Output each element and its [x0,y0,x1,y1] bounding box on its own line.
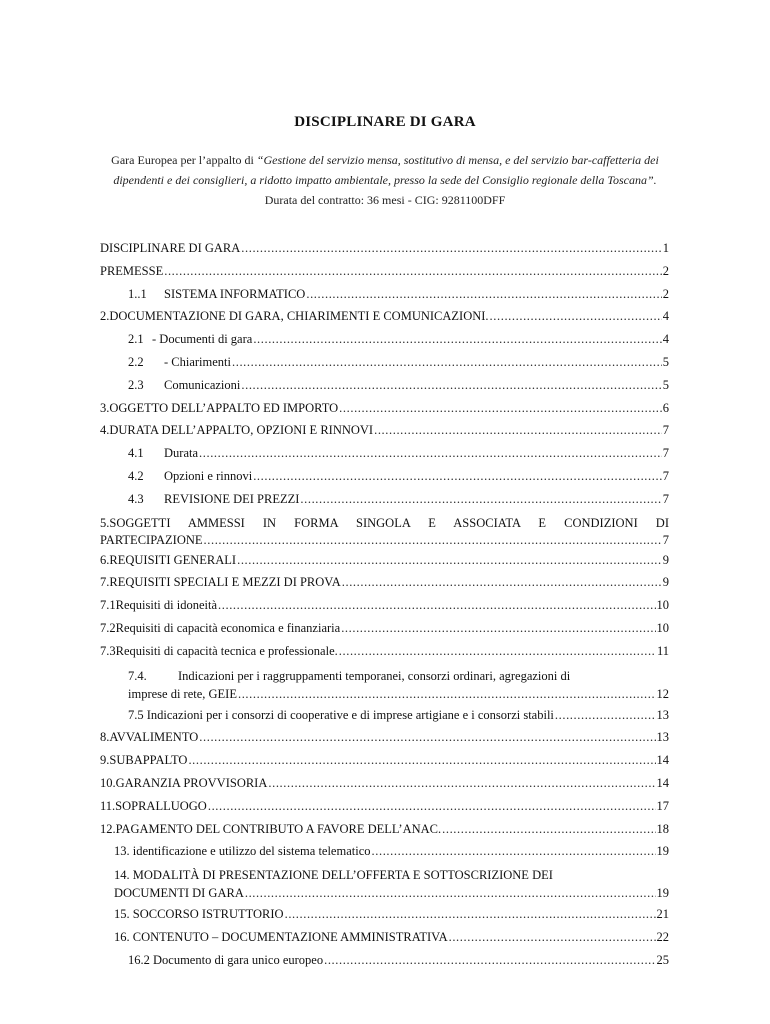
toc-entry-page: 25 [656,952,669,967]
toc-entry-page: 14 [656,753,669,768]
toc-entry[interactable] [100,488,669,511]
toc-entry[interactable] [100,818,669,841]
toc-entry[interactable] [100,305,669,328]
toc-entry-page: 7 [662,532,669,547]
toc-entry[interactable] [100,840,669,863]
dot-leader [339,397,662,420]
toc-entry-page: 4 [662,309,669,324]
toc-entry-label: REVISIONE DEI PREZZI [164,491,300,506]
toc-entry-label-line1: 14. MODALITÀ DI PRESENTAZIONE DELL’OFFERTA E SOTTOSCRIZIONE DEI [114,868,553,883]
toc-entry-label: 7.5 Indicazioni per i consorzi di cooperative e di imprese artigiane e i consorzi stabili [128,707,554,722]
dot-leader [232,351,662,374]
toc-entry-page: 18 [656,821,669,836]
toc-entry-label: PARTECIPAZIONE [100,532,203,547]
toc-entry[interactable] [100,949,669,972]
toc-entry[interactable] [100,926,669,949]
toc-entry-page: 14 [656,775,669,790]
toc-entry-label: 15. SOCCORSO ISTRUTTORIO [114,907,284,922]
toc-entry-label: 16. CONTENUTO – DOCUMENTAZIONE AMMINISTRATIVA [114,929,448,944]
toc-entry-label: Comunicazioni [164,377,241,392]
toc-entry[interactable] [100,726,669,749]
dot-leader [490,305,662,328]
dot-leader [449,926,656,949]
toc-entry[interactable] [100,351,669,374]
dot-leader [188,749,655,772]
document-title: DISCIPLINARE DI GARA [294,114,476,130]
toc-entry-label: Durata [164,446,199,461]
toc-entry-page: 13 [656,707,669,722]
toc-entry-label: SISTEMA INFORMATICO [164,286,306,301]
toc-entry-label: 7.3Requisiti di capacità tecnica e professionale. [100,643,338,658]
dot-leader [324,949,655,972]
toc-entry-number: 2.3 [128,377,144,392]
toc-entry-page: 9 [662,552,669,567]
toc-entry-page: 4 [662,332,669,347]
toc-entry-label: Opzioni e rinnovi [164,468,253,483]
toc-entry[interactable] [100,260,669,283]
toc-entry[interactable] [100,772,669,795]
toc-entry-page: 10 [656,620,669,635]
dot-leader [241,237,661,260]
toc-entry-label: 13. identificazione e utilizzo del sistema telematico [114,844,371,859]
toc-entry[interactable] [100,465,669,488]
toc-entry[interactable] [100,704,669,727]
dot-leader [199,442,662,465]
toc-entry[interactable] [100,549,669,572]
toc-entry-number: 2.2 [128,354,144,369]
toc-entry-page: 17 [656,798,669,813]
dot-leader [241,374,661,397]
toc-entry-label: 16.2 Documento di gara unico europeo [128,952,324,967]
toc-entry-label: 7.REQUISITI SPECIALI E MEZZI DI PROVA [100,575,341,590]
intro-prefix: Gara Europea per l’appalto di [111,153,257,167]
toc-entry-page: 2 [662,286,669,301]
toc-entry-label: 8.AVVALIMENTO [100,730,199,745]
toc-entry-page: 1 [662,241,669,255]
toc-entry[interactable] [100,640,669,663]
toc-entry-page: 7 [662,423,669,438]
toc-entry-page: 21 [656,907,669,922]
dot-leader [208,795,656,818]
toc-entry[interactable] [100,419,669,442]
toc-entry-number: 1..1 [128,286,147,301]
toc-entry-label: 2.DOCUMENTAZIONE DI GARA, CHIARIMENTI E COMUNICAZIONI. [100,309,489,324]
toc-entry-page: 13 [656,730,669,745]
dot-leader [218,594,655,617]
toc-entry-label: 9.SUBAPPALTO [100,753,188,768]
intro-duration: Durata del contratto: 36 mesi - CIG: 9281100DFF [264,193,506,207]
toc-entry-page: 6 [662,400,669,415]
dot-leader [253,465,662,488]
toc-entry-page: 7 [662,446,669,461]
table-of-contents [100,237,669,972]
toc-entry-page: 11 [656,643,669,658]
toc-entry[interactable] [100,397,669,420]
toc-entry-number: 4.2 [128,468,144,483]
toc-entry-page: 19 [656,886,669,901]
toc-entry[interactable] [100,283,669,306]
toc-entry-page: 19 [656,844,669,859]
toc-entry-label: imprese di rete, GEIE [128,686,237,701]
toc-entry-label: 3.OGGETTO DELL’APPALTO ED IMPORTO [100,400,339,415]
dot-leader [300,488,661,511]
toc-entry-page: 2 [662,263,669,278]
toc-entry-label: - Chiarimenti [164,354,231,369]
toc-entry-label: 11.SOPRALLUOGO [100,798,207,813]
toc-entry-label: DISCIPLINARE DI GARA [100,241,241,255]
toc-entry-page: 12 [656,686,669,701]
dot-leader [253,328,661,351]
dot-leader [245,884,656,903]
toc-entry-page: 7 [662,491,669,506]
toc-entry-label: 12.PAGAMENTO DEL CONTRIBUTO A FAVORE DELL’ANAC. [100,821,442,836]
toc-entry[interactable] [100,571,669,594]
dot-leader [285,903,656,926]
toc-entry[interactable] [100,594,669,617]
dot-leader [199,726,655,749]
toc-entry-label: 7.2Requisiti di capacità economica e finanziaria [100,620,341,635]
toc-entry[interactable] [100,749,669,772]
dot-leader [268,772,655,795]
dot-leader [342,571,662,594]
toc-entry-label: 7.1Requisiti di idoneità [100,598,218,613]
toc-entry[interactable] [100,866,669,903]
toc-entry-page: 5 [662,354,669,369]
dot-leader [372,840,656,863]
toc-entry[interactable] [100,667,669,704]
dot-leader [306,283,661,306]
dot-leader [204,531,662,549]
dot-leader [237,549,662,572]
toc-entry-page: 5 [662,377,669,392]
toc-entry-label: 6.REQUISITI GENERALI [100,552,237,567]
dot-leader [374,419,662,442]
toc-entry-number: 7.4. [128,668,147,683]
toc-entry-number: 2.1 [128,332,144,347]
toc-entry-page: 7 [662,468,669,483]
dot-leader [442,818,655,841]
dot-leader [341,617,655,640]
toc-entry[interactable] [100,515,669,549]
toc-entry[interactable] [100,617,669,640]
toc-entry-page: 22 [656,929,669,944]
toc-entry[interactable] [100,903,669,926]
toc-entry-label: - Documenti di gara [152,332,253,347]
toc-entry[interactable] [100,237,669,260]
intro-italic-text: “Gestione del servizio mensa, sostitutivo di mensa, e del servizio bar-caffetteria dei dipendenti e dei consiglieri, a ridotto impatto ambientale, presso la sede del Consiglio regionale della Toscana”. [113,153,659,187]
toc-entry-label-line1: Indicazioni per i raggruppamenti temporanei, consorzi ordinari, agregazioni di [178,668,571,683]
toc-entry-page: 10 [656,598,669,613]
dot-leader [555,704,656,727]
toc-entry-label: 10.GARANZIA PROVVISORIA [100,775,268,790]
dot-leader [164,260,662,283]
document-intro [100,150,670,210]
toc-entry[interactable] [100,374,669,397]
toc-entry-label: PREMESSE [100,263,164,278]
toc-entry[interactable] [100,328,669,351]
toc-entry-label-line1: 5.SOGGETTI AMMESSI IN FORMA SINGOLA E ASSOCIATA E CONDIZIONI DI [100,515,669,530]
toc-entry[interactable] [100,795,669,818]
toc-entry-label: 4.DURATA DELL’APPALTO, OPZIONI E RINNOVI [100,423,374,438]
toc-entry-number: 4.3 [128,491,144,506]
toc-entry-label: DOCUMENTI DI GARA [114,886,244,901]
dot-leader [339,640,656,663]
dot-leader [238,685,656,704]
toc-entry-number: 4.1 [128,446,144,461]
toc-entry-page: 9 [662,575,669,590]
toc-entry[interactable] [100,442,669,465]
